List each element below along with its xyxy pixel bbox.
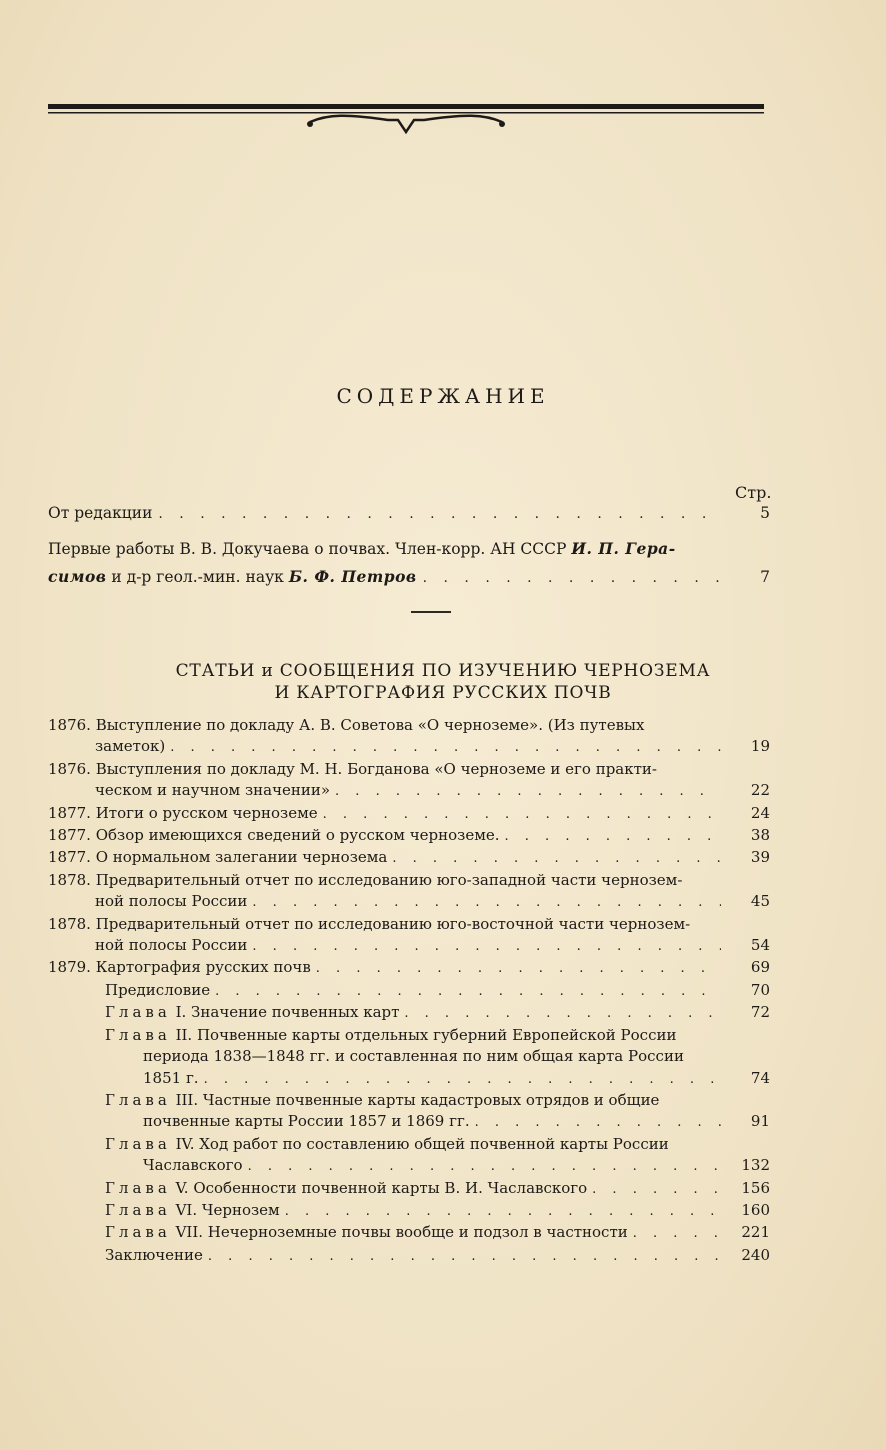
dot-leader xyxy=(335,781,721,802)
dot-leader xyxy=(316,958,721,979)
dot-leader xyxy=(592,1179,721,1200)
page-number: 221 xyxy=(741,1223,770,1242)
toc-entry: 1877. Итоги о русском черноземе . . . 24 xyxy=(48,803,770,825)
dot-leader xyxy=(215,981,721,1002)
page-number: 7 xyxy=(760,568,770,586)
page-number: 54 xyxy=(750,936,770,955)
toc-subentry: Заключение . . . 240 xyxy=(48,1245,770,1267)
toc-subentry: Глава II. Почвенные карты отдельных губерний Европейской России периода 1838—1848 гг. и составленная по ним общая карта России 1851 г. . . . 74 xyxy=(48,1025,770,1090)
page-number: 24 xyxy=(750,803,770,822)
page-number: 45 xyxy=(750,892,770,911)
entry-text-cont: симов и д-р геол.-мин. наук Б. Ф. Петров xyxy=(48,567,417,586)
toc-entry-editorial xyxy=(48,501,770,526)
toc-list xyxy=(48,715,770,1267)
page-number: 132 xyxy=(741,1156,770,1175)
page-number: 5 xyxy=(760,504,770,522)
page-number: 160 xyxy=(741,1200,770,1219)
toc-entry: 1877. Обзор имеющихся сведений о русском черноземе. . . . 38 xyxy=(48,825,770,847)
dot-leader xyxy=(323,804,721,825)
page-number: 240 xyxy=(741,1245,770,1264)
dot-leader xyxy=(170,737,721,758)
dot-leader xyxy=(285,1201,721,1222)
toc-subentry: Предисловие . . . 70 xyxy=(48,980,770,1002)
dot-leader xyxy=(423,566,724,590)
page-number: 22 xyxy=(750,781,770,800)
entry-text: Первые работы В. В. Докучаева о почвах. Член-корр. АН СССР И. П. Гера- xyxy=(48,539,676,558)
toc-subentry: Глава III. Частные почвенные карты кадастровых отрядов и общие почвенные карты России 1857 и 1869 гг. . . . 91 xyxy=(48,1090,770,1134)
header-ornament-rule xyxy=(48,100,764,140)
toc-entry: 1879. Картография русских почв . . . 69 xyxy=(48,957,770,979)
page-number: 19 xyxy=(750,737,770,756)
page-number: 70 xyxy=(750,980,770,999)
toc-subentry: Глава I. Значение почвенных карт . . . 72 xyxy=(48,1002,770,1024)
toc-entry: 1876. Выступления по докладу М. Н. Богданова «О черноземе и его практи- ческом и научном значении» . . . 22 xyxy=(48,759,770,803)
page-number: 156 xyxy=(741,1178,770,1197)
dot-leader xyxy=(633,1223,721,1244)
dot-leader xyxy=(252,892,721,913)
toc-entry: 1877. О нормальном залегании чернозема . . . 39 xyxy=(48,847,770,869)
page-title: СОДЕРЖАНИЕ xyxy=(336,384,550,408)
toc-subentry: Глава VI. Чернозем . . . 160 xyxy=(48,1200,770,1222)
dot-leader xyxy=(475,1112,721,1133)
dot-leader xyxy=(404,1003,721,1024)
dot-leader xyxy=(392,848,721,869)
toc-entry: 1878. Предварительный отчет по исследованию юго-восточной части чернозем- ной полосы России . . . 54 xyxy=(48,914,770,958)
toc-entry: 1878. Предварительный отчет по исследованию юго-западной части чернозем- ной полосы России . . . 45 xyxy=(48,870,770,914)
page-number: 38 xyxy=(750,826,770,845)
page-number: 74 xyxy=(750,1068,770,1087)
toc-entry-first-works xyxy=(48,537,770,590)
page-number: 72 xyxy=(750,1003,770,1022)
toc-subentry: Глава VII. Нечерноземные почвы вообще и подзол в частности . . . 221 xyxy=(48,1222,770,1244)
dot-leader xyxy=(158,502,724,526)
toc-subentry: Глава V. Особенности почвенной карты В. И. Чаславского . . . 156 xyxy=(48,1178,770,1200)
page-column-header: Стр. xyxy=(735,483,772,502)
page-number: 39 xyxy=(750,848,770,867)
toc-entry: 1876. Выступление по докладу А. В. Советова «О черноземе». (Из путевых заметок) . . . 19 xyxy=(48,715,770,759)
dot-leader xyxy=(505,826,721,847)
section-divider xyxy=(411,611,451,613)
dot-leader xyxy=(248,1156,721,1177)
dot-leader xyxy=(252,936,721,957)
dot-leader xyxy=(204,1069,721,1090)
entry-text: От редакции xyxy=(48,504,153,522)
page-number: 69 xyxy=(750,958,770,977)
page-number: 91 xyxy=(750,1112,770,1131)
dot-leader xyxy=(208,1246,721,1267)
section-title: СТАТЬИ и СООБЩЕНИЯ ПО ИЗУЧЕНИЮ ЧЕРНОЗЕМА И КАРТОГРАФИЯ РУССКИХ ПОЧВ xyxy=(175,661,711,703)
toc-subentry: Глава IV. Ход работ по составлению общей почвенной карты России Чаславского . . . 132 xyxy=(48,1134,770,1178)
